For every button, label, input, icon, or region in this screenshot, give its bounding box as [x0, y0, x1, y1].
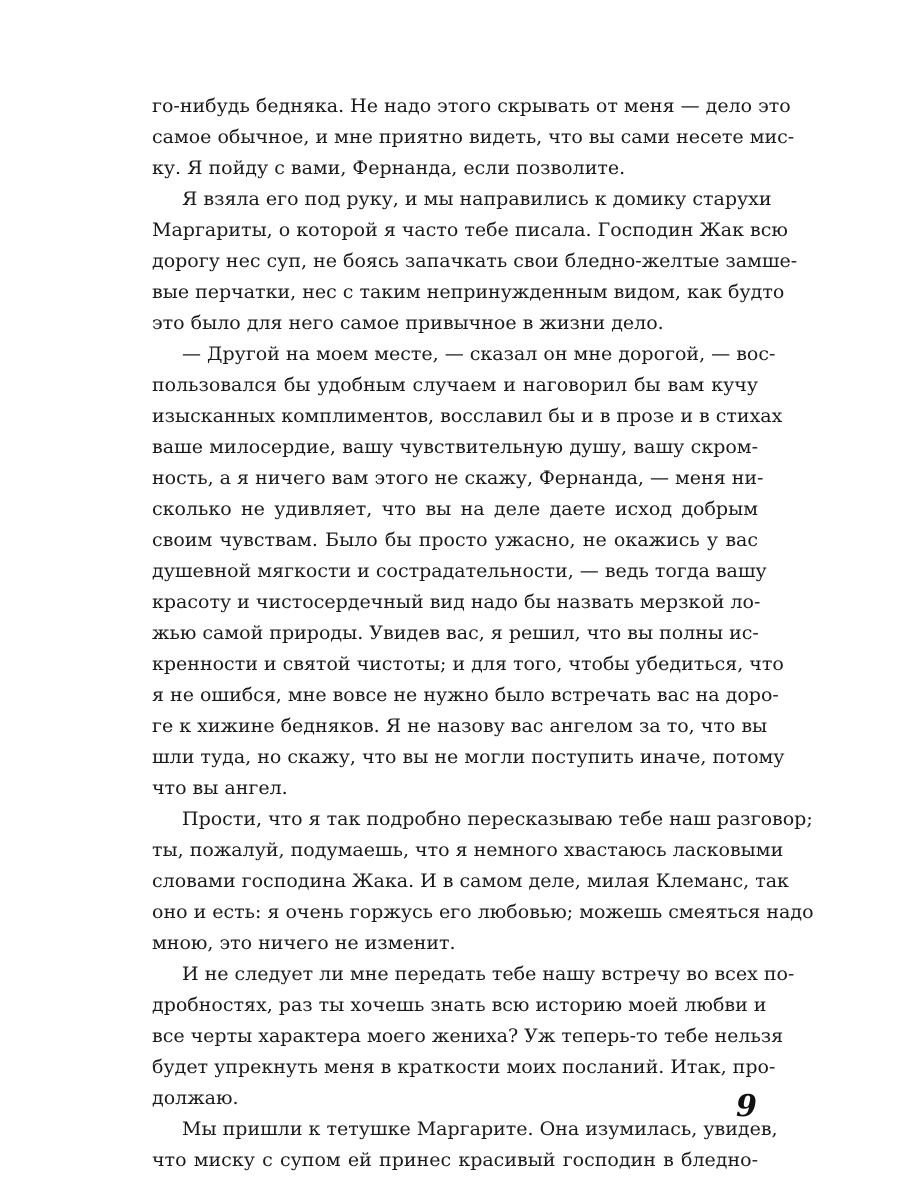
text-line: И не следует ли мне передать тебе нашу встречу во всех по-: [182, 963, 795, 985]
text-line: го-нибудь бедняка. Не надо этого скрывать от меня — дело это: [152, 95, 791, 117]
text-line: дорогу нес суп, не боясь запачкать свои бледно-желтые замше-: [152, 250, 798, 272]
text-line: это было для него самое привычное в жизни дело.: [152, 312, 664, 334]
text-line: ге к хижине бедняков. Я не назову вас ангелом за то, что вы: [152, 715, 768, 737]
text-line: изысканных комплиментов, восславил бы и в прозе и в стихах: [152, 405, 783, 427]
text-line: — Другой на моем месте, — сказал он мне дорогой, — вос-: [182, 343, 776, 365]
body-text: [152, 91, 814, 1176]
text-line: кренности и святой чистоты; и для того, чтобы убедиться, что: [152, 653, 784, 675]
text-line: дробностях, раз ты хочешь знать всю историю моей любви и: [152, 994, 767, 1016]
text-line: ты, пожалуй, подумаешь, что я немного хвастаюсь ласковыми: [152, 839, 784, 861]
text-line: ваше милосердие, вашу чувствительную душу, вашу скром-: [152, 436, 758, 458]
text-line: своим чувствам. Было бы просто ужасно, не окажись у вас: [152, 529, 758, 551]
text-line: красоту и чистосердечный вид надо бы назвать мерзкой ло-: [152, 591, 761, 613]
text-line: ность, а я ничего вам этого не скажу, Фернанда, — меня ни-: [152, 467, 764, 489]
text-line: жью самой природы. Увидев вас, я решил, что вы полны ис-: [152, 622, 759, 644]
text-line: Я взяла его под руку, и мы направились к домику старухи: [182, 188, 772, 210]
text-line: что вы ангел.: [152, 777, 288, 799]
text-line: вые перчатки, нес с таким непринужденным видом, как будто: [152, 281, 785, 303]
page-number: 9: [736, 1089, 757, 1124]
text-line: Прости, что я так подробно пересказываю тебе наш разговор;: [182, 808, 813, 830]
text-line: будет упрекнуть меня в краткости моих посланий. Итак, про-: [152, 1056, 776, 1078]
text-line: Маргариты, о которой я часто тебе писала. Господин Жак всю: [152, 219, 788, 241]
text-line: шли туда, но скажу, что вы не могли поступить иначе, потому: [152, 746, 785, 768]
text-line: пользовался бы удобным случаем и наговорил бы вам кучу: [152, 374, 758, 396]
text-line: Мы пришли к тетушке Маргарите. Она изумилась, увидев,: [182, 1118, 778, 1140]
text-line: должаю.: [152, 1087, 239, 1109]
text-line: что миску с супом ей принес красивый господин в бледно-: [152, 1149, 758, 1171]
text-line: мною, это ничего не изменит.: [152, 932, 456, 954]
text-line: все черты характера моего жениха? Уж теперь-то тебе нельзя: [152, 1025, 784, 1047]
text-line: я не ошибся, мне вовсе не нужно было встречать вас на доро-: [152, 684, 779, 706]
text-line: сколько не удивляет, что вы на деле даете исход добрым: [152, 498, 758, 520]
text-line: душевной мягкости и сострадательности, — ведь тогда вашу: [152, 560, 767, 582]
text-line: оно и есть: я очень горжусь его любовью; можешь смеяться надо: [152, 901, 814, 923]
text-line: словами господина Жака. И в самом деле, милая Клеманс, так: [152, 870, 789, 892]
text-line: ку. Я пойду с вами, Фернанда, если позволите.: [152, 157, 626, 179]
text-line: самое обычное, и мне приятно видеть, что вы сами несете мис-: [152, 126, 795, 148]
